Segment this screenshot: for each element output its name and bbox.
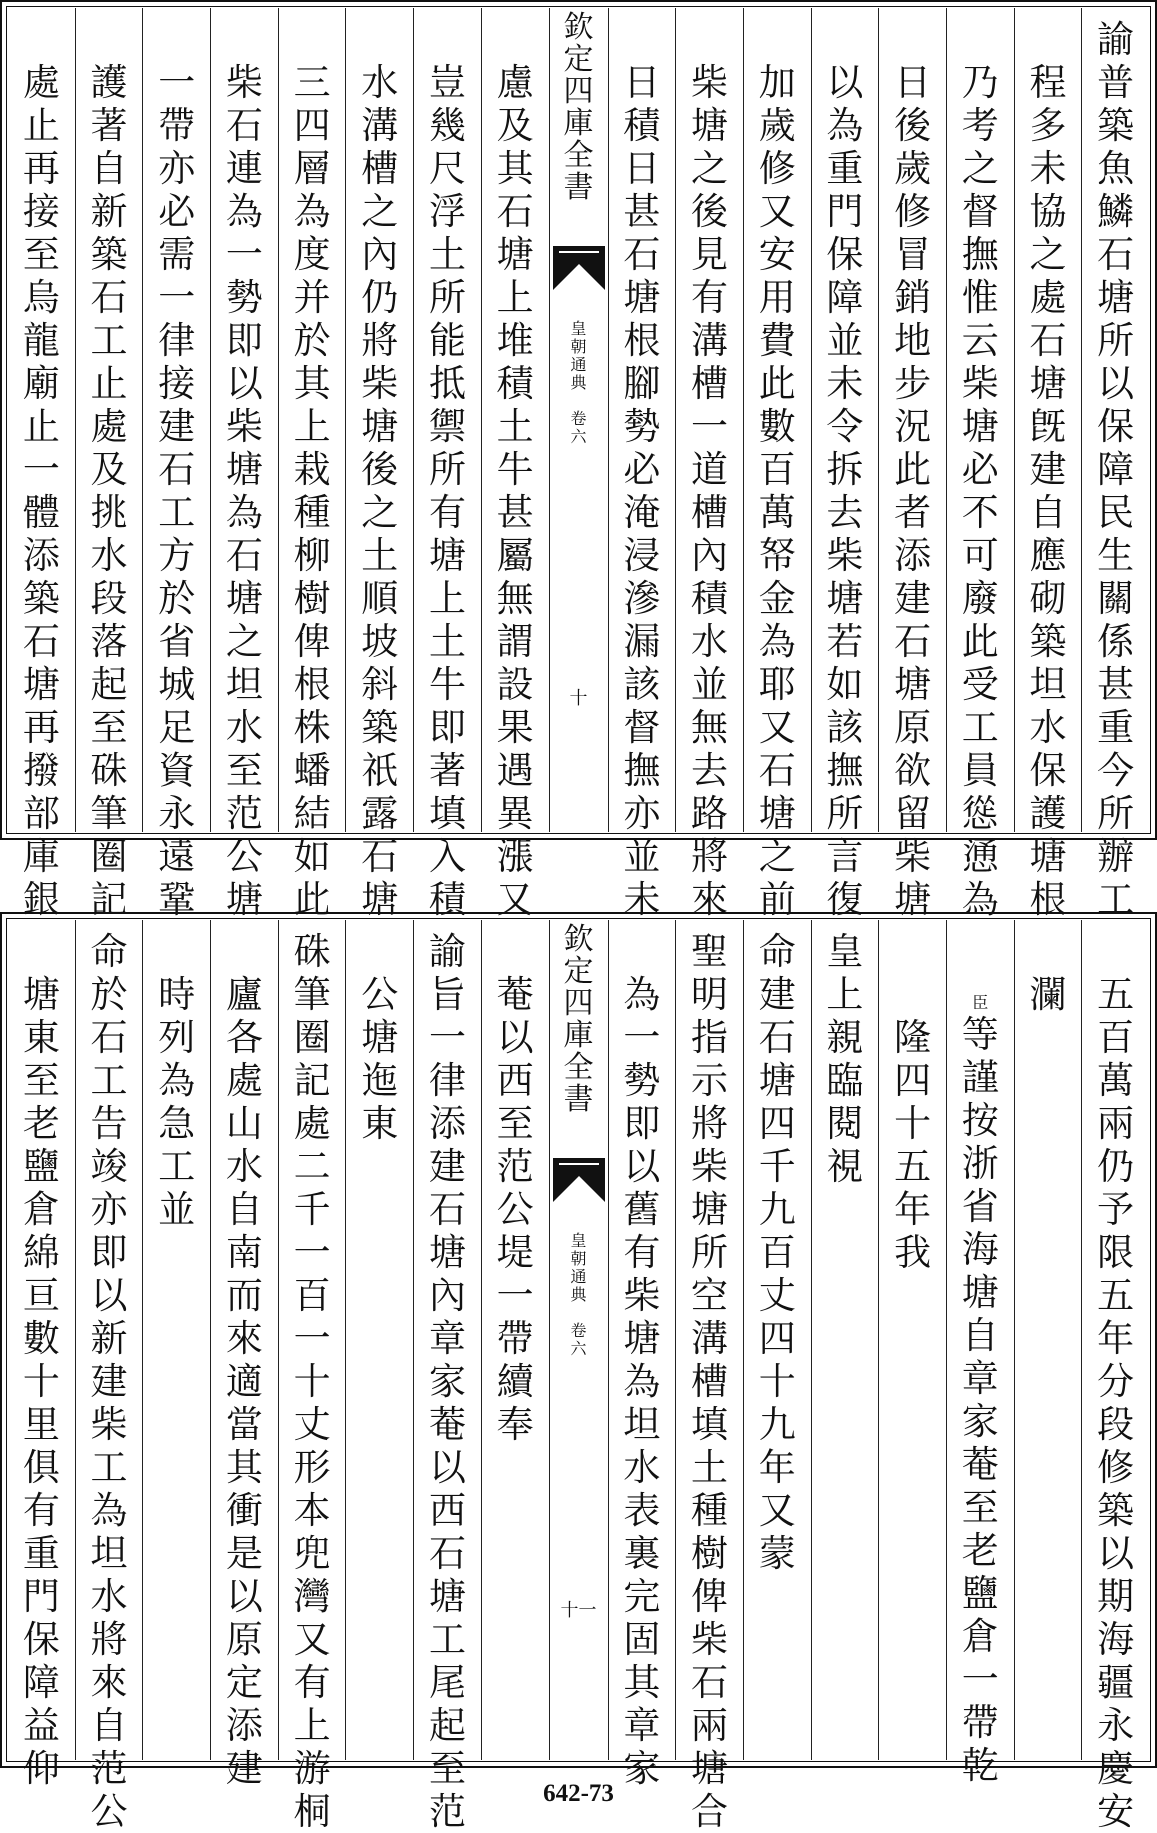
page-number: 642-73 <box>543 1780 614 1807</box>
column-text: 為 一 勢 即 以 舊 有 柴 塘 為 坦 水 表 裏 完 固 其 章 家 <box>623 973 661 1790</box>
column-text: 護 著 自 新 築 石 工 止 處 及 挑 水 段 落 起 至 硃 筆 圈 記 <box>90 61 128 921</box>
column-text: 乃 考 之 督 撫 惟 云 柴 塘 必 不 可 廢 此 受 工 員 慫 慂 為 <box>961 61 999 921</box>
column-text: 塘 東 至 老 鹽 倉 綿 亘 數 十 里 俱 有 重 門 保 障 益 仰 <box>22 973 60 1790</box>
text-column <box>75 8 143 921</box>
column-text: 三 四 層 為 度 并 於 其 上 栽 種 柳 樹 俾 根 株 蟠 結 如 此 <box>293 61 331 921</box>
column-text: 命 建 石 塘 四 千 九 百 丈 四 十 九 年 又 蒙 <box>758 930 796 1575</box>
column-text: 菴 以 西 至 范 公 堤 一 帶 續 奉 <box>496 973 534 1446</box>
text-column <box>210 920 278 1790</box>
text-column <box>481 920 549 1760</box>
text-column <box>878 8 946 921</box>
column-text: 柴 石 連 為 一 勢 即 以 柴 塘 為 石 塘 之 坦 水 至 范 公 塘 <box>225 61 263 921</box>
leaf-number: 十 <box>569 688 588 709</box>
text-column <box>75 920 143 1833</box>
column-text: 皇 上 親 臨 閱 視 <box>826 930 864 1188</box>
column-text: 豈 幾 尺 浮 土 所 能 抵 禦 所 有 塘 上 土 牛 即 著 填 入 積 <box>428 61 466 921</box>
text-column <box>345 920 413 1760</box>
column-text: 日 積 日 甚 石 塘 根 腳 勢 必 淹 浸 滲 漏 該 督 撫 亦 並 未 <box>623 61 661 921</box>
text-column <box>608 920 676 1790</box>
text-column <box>345 8 413 921</box>
fishtail-mark-icon <box>553 1158 605 1202</box>
fishtail-mark-icon <box>553 246 605 290</box>
column-text: 瀾 <box>1029 973 1067 1016</box>
text-column <box>413 8 481 921</box>
column-text: 命 於 石 工 告 竣 亦 即 以 新 建 柴 工 為 坦 水 將 來 自 范 公 <box>90 930 128 1833</box>
text-column <box>946 8 1014 921</box>
text-column <box>481 8 549 921</box>
gutter-title: 欽 定 四 庫 全 書 <box>563 922 594 1117</box>
text-column <box>413 920 481 1833</box>
text-column <box>142 8 210 921</box>
text-column <box>278 920 346 1833</box>
column-text: 加 歲 修 又 安 用 費 此 數 百 萬 帑 金 為 耶 又 石 塘 之 前 <box>758 61 796 921</box>
column-text: 慮 及 其 石 塘 上 堆 積 土 牛 甚 屬 無 謂 設 果 遇 異 漲 又 <box>496 61 534 921</box>
column-text: 諭 普 築 魚 鱗 石 塘 所 以 保 障 民 生 關 係 甚 重 今 所 辦 工 <box>1097 18 1135 921</box>
text-column <box>278 8 346 921</box>
column-text: 一 帶 亦 必 需 一 律 接 建 石 工 方 於 省 城 足 資 永 遠 鞏 <box>158 61 196 921</box>
text-column <box>946 920 1014 1787</box>
column-text: 日 後 歲 修 冒 銷 地 步 況 此 者 添 建 石 塘 原 欲 留 柴 塘 <box>894 61 932 921</box>
text-column <box>1081 920 1149 1833</box>
text-columns-top <box>8 8 1149 921</box>
text-column <box>210 8 278 921</box>
center-gutter <box>549 920 608 1760</box>
text-column <box>1081 8 1149 921</box>
column-text: 五 百 萬 兩 仍 予 限 五 年 分 段 修 築 以 期 海 疆 永 慶 安 <box>1097 973 1135 1833</box>
column-text: 水 溝 槽 之 內 仍 將 柴 塘 後 之 土 順 坡 斜 築 祇 露 石 塘 <box>361 61 399 921</box>
small-official-prefix: 臣 <box>972 993 989 1012</box>
text-column <box>675 920 743 1833</box>
text-column <box>811 920 879 1760</box>
column-text: 時 列 為 急 工 並 <box>158 973 196 1231</box>
column-text: 硃 筆 圈 記 處 二 千 一 百 一 十 丈 形 本 兜 灣 又 有 上 游 桐 <box>293 930 331 1833</box>
column-text: 聖 明 指 示 將 柴 塘 所 空 溝 槽 填 土 種 樹 俾 柴 石 兩 塘 合 <box>691 930 729 1833</box>
text-column <box>1014 8 1082 921</box>
column-text: 廬 各 處 山 水 自 南 而 來 適 當 其 衝 是 以 原 定 添 建 <box>225 973 263 1790</box>
text-column <box>878 920 946 1760</box>
text-column <box>743 920 811 1760</box>
text-column <box>675 8 743 921</box>
text-column <box>811 8 879 921</box>
center-gutter <box>549 8 608 832</box>
text-column <box>1014 920 1082 1760</box>
text-column <box>8 8 75 921</box>
text-column <box>608 8 676 921</box>
column-text: 以 為 重 門 保 障 並 未 令 拆 去 柴 塘 若 如 該 撫 所 言 復 <box>826 61 864 921</box>
column-text: 處 止 再 接 至 烏 龍 廟 止 一 體 添 築 石 塘 再 撥 部 庫 銀 <box>22 61 60 921</box>
gutter-title: 欽 定 四 庫 全 書 <box>563 10 594 205</box>
column-text: 公 塘 迤 東 <box>361 973 399 1145</box>
text-column <box>743 8 811 921</box>
gutter-subtitle: 皇 朝 通 典 卷 六 <box>570 1231 587 1358</box>
column-text: 隆 四 十 五 年 我 <box>894 1016 932 1274</box>
gutter-subtitle: 皇 朝 通 典 卷 六 <box>570 319 587 446</box>
leaf-number: 十一 <box>560 1600 597 1621</box>
text-column <box>8 920 75 1790</box>
text-column <box>142 920 210 1760</box>
column-text: 柴 塘 之 後 見 有 溝 槽 一 道 槽 內 積 水 並 無 去 路 將 來 <box>691 61 729 921</box>
column-text: 程 多 未 協 之 處 石 塘 旣 建 自 應 砌 築 坦 水 保 護 塘 根 <box>1029 61 1067 921</box>
column-text: 諭 旨 一 律 添 建 石 塘 內 章 家 菴 以 西 石 塘 工 尾 起 至 范 <box>428 930 466 1833</box>
column-text: 臣 等 謹 按 浙 省 海 塘 自 章 家 菴 至 老 鹽 倉 一 帶 乾 <box>947 920 1014 1760</box>
